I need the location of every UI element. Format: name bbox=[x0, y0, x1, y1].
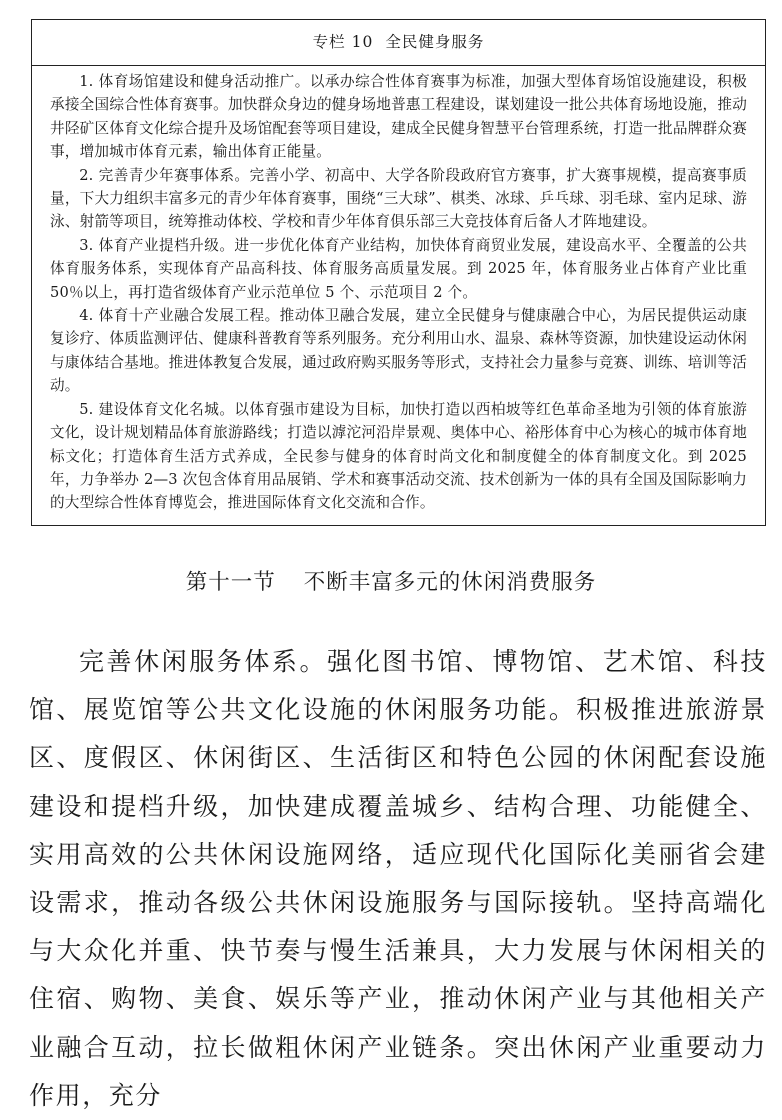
section-title: 不断丰富多元的休闲消费服务 bbox=[303, 570, 597, 595]
column-item-industry-upgrade: 3. 体育产业提档升级。进一步优化体育产业结构，加快体育商贸业发展，建设高水平、全覆盖的公共体育服务体系，实现体育产品高科技、体育服务高质量发展。到 2025 年，体育服务业占体育产业比重 50％以上，再打造省级体育产业示范单位 5 个、示范项目 2 个。 bbox=[50, 236, 747, 301]
section-number: 第十一节 bbox=[185, 570, 276, 595]
column-item-stadium: 1. 体育场馆建设和健身活动推广。以承办综合性体育赛事为标准，加强大型体育场馆设施建设，积极承接全国综合性体育赛事。加快群众身边的健身场地普惠工程建设，谋划建设一批公共体育场地设施，推动井陉矿区体育文化综合提升及场馆配套等项目建设，建成全民健身智慧平台管理系统，打造一批品牌群众赛事，增加城市体育元素，输出体育正能量。 bbox=[50, 73, 747, 161]
special-column-box bbox=[31, 19, 766, 526]
section-heading bbox=[0, 563, 782, 603]
special-column-title bbox=[32, 20, 765, 66]
body-paragraph: 完善休闲服务体系。强化图书馆、博物馆、艺术馆、科技馆、展览馆等公共文化设施的休闲服务功能。积极推进旅游景区、度假区、休闲街区、生活街区和特色公园的休闲配套设施建设和提档升级，加快建成覆盖城乡、结构合理、功能健全、实用高效的公共休闲设施网络，适应现代化国际化美丽省会建设需求，推动各级公共休闲设施服务与国际接轨。坚持高端化与大众化并重、快节奏与慢生活兼具，大力发展与休闲相关的住宿、购物、美食、娱乐等产业，推动休闲产业与其他相关产业融合互动，拉长做粗休闲产业链条。突出休闲产业重要动力作用，充分 bbox=[29, 647, 767, 1110]
special-column-body bbox=[32, 66, 765, 515]
column-item-youth-events: 2. 完善青少年赛事体系。完善小学、初高中、大学各阶段政府官方赛事，扩大赛事规模，提高赛事质量，下大力组织丰富多元的青少年体育赛事，围绕“三大球”、棋类、冰球、乒乓球、羽毛球、室内足球、游泳、射箭等项目，统筹推动体校、学校和青少年体育俱乐部三大竞技体育后备人才阵地建设。 bbox=[50, 166, 747, 231]
special-column-number: 专栏 10 bbox=[312, 33, 374, 51]
special-column-name: 全民健身服务 bbox=[385, 33, 485, 51]
column-item-industry-integration: 4. 体育十产业融合发展工程。推动体卫融合发展，建立全民健身与健康融合中心，为居民提供运动康复诊疗、体质监测评估、健康科普教育等系列服务。充分利用山水、温泉、森林等资源，加快建设运动休闲与康体结合基地。推进体教复合发展，通过政府购买服务等形式，支持社会力量参与竞赛、训练、培训等活动。 bbox=[50, 307, 747, 395]
column-item-culture-city: 5. 建设体育文化名城。以体育强市建设为目标，加快打造以西柏坡等红色革命圣地为引领的体育旅游文化，设计规划精品体育旅游路线；打造以滹沱河沿岸景观、奥体中心、裕彤体育中心为核心的城市体育地标文化；打造体育生活方式养成，全民参与健身的体育时尚文化和制度健全的体育制度文化。到 2025 年，力争举办 2—3 次包含体育用品展销、学术和赛事活动交流、技术创新为一体的具有全国及国际影响力的大型综合性体育博览会，推进国际体育文化交流和合作。 bbox=[50, 400, 747, 512]
